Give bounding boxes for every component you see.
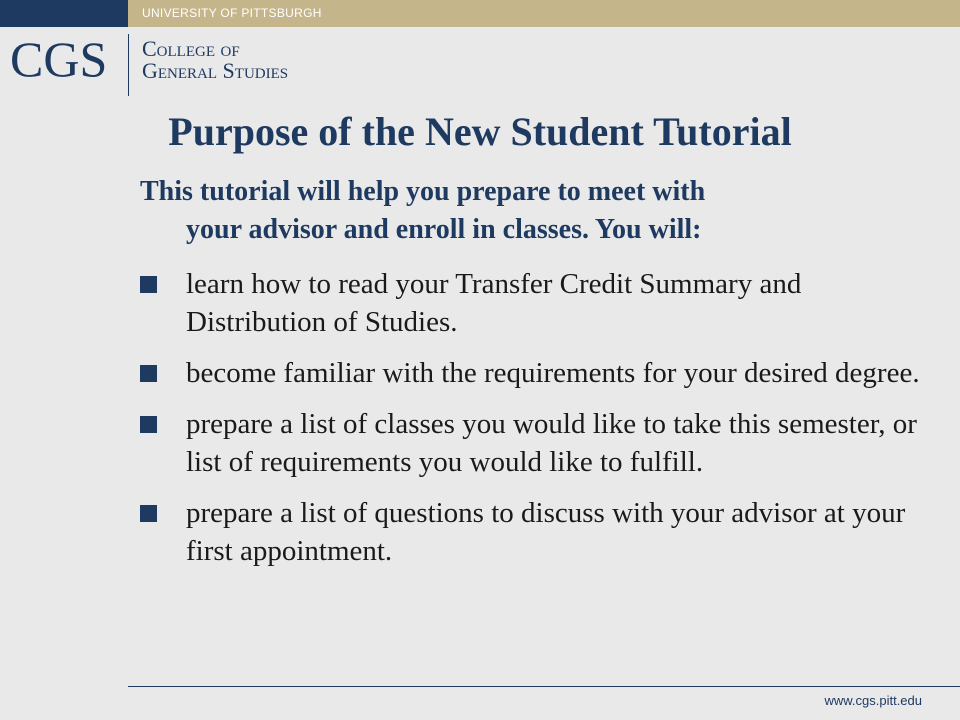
bullet-item	[140, 405, 920, 481]
intro-line-1: This tutorial will help you prepare to meet with	[140, 176, 706, 207]
intro-line-2: your advisor and enroll in classes. You will:	[186, 214, 702, 245]
bullet-item	[140, 354, 920, 392]
intro-text	[140, 173, 946, 249]
bullet-text: learn how to read your Transfer Credit Summary and Distribution of Studies.	[186, 268, 802, 338]
bullet-item	[140, 265, 920, 341]
slide-title: Purpose of the New Student Tutorial	[168, 109, 792, 154]
square-bullet-icon	[140, 276, 157, 293]
footer-url[interactable]: www.cgs.pitt.edu	[824, 693, 922, 708]
square-bullet-icon	[140, 416, 157, 433]
bullet-item	[140, 494, 920, 570]
square-bullet-icon	[140, 505, 157, 522]
bullet-text: become familiar with the requirements for your desired degree.	[186, 357, 920, 389]
bullet-list	[140, 265, 920, 583]
logo-abbreviation: CGS	[10, 31, 108, 87]
logo-line-general-studies: General Studies	[142, 58, 289, 83]
bullet-text: prepare a list of classes you would like to take this semester, or list of requirements you would like to fulfill.	[186, 408, 917, 478]
footer-divider	[128, 686, 960, 687]
logo-divider	[128, 34, 129, 96]
square-bullet-icon	[140, 365, 157, 382]
logo-line-college: College of	[142, 36, 240, 61]
header-navy-block	[0, 0, 128, 27]
bullet-text: prepare a list of questions to discuss with your advisor at your first appointment.	[186, 497, 906, 567]
university-label: UNIVERSITY OF PITTSBURGH	[142, 6, 322, 20]
